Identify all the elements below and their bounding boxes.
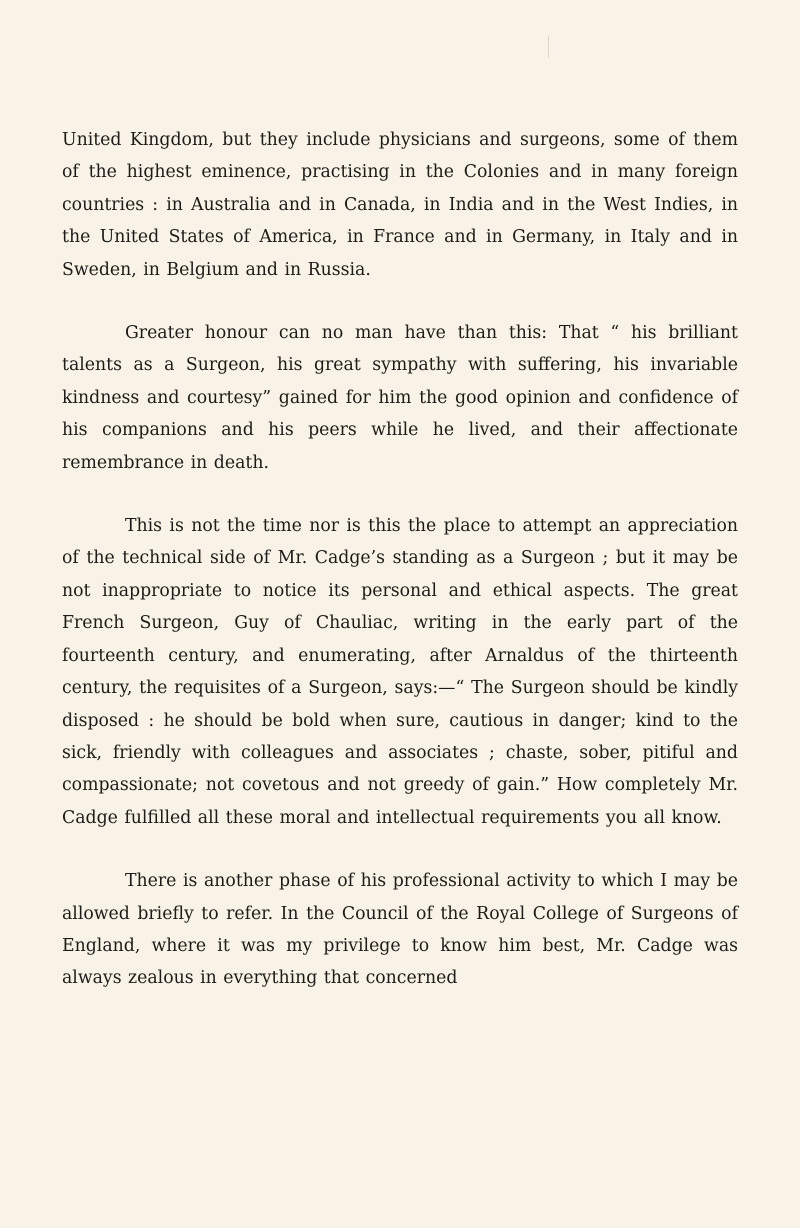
paragraph-council: There is another phase of his professional activity to which I may be allowed briefly to refer. In the Council of the Royal College of Surgeons of England, where it was my privilege to know him best, Mr. Cadge was always zealous in everything that concerned: [62, 871, 738, 989]
paragraph-colonies: United Kingdom, but they include physicians and surgeons, some of them of the highest eminence, practising in the Colonies and in many foreign countries : in Australia and in Canada, in India and in the West Indies, in the United States of America, in France and in Germany, in Italy and in Sweden, in Belgium and in Russia.: [62, 130, 738, 280]
paragraph-greater-honour: Greater honour can no man have than this: That “ his brilliant talents as a Surgeon, his great sympathy with suffering, his invariable kindness and courtesy” gained for him the good opinion and confidence of his companions and his peers while he lived, and their affectionate remembrance in death.: [62, 323, 738, 473]
paragraph-surgeon-requisites: This is not the time nor is this the place to attempt an appreciation of the technical side of Mr. Cadge’s standing as a Surgeon ; but it may be not inappropriate to notice its personal and ethical aspects. The great French Surgeon, Guy of Chauliac, writing in the early part of the fourteenth century, and enumerating, after Arnaldus of the thirteenth century, the requisites of a Surgeon, says:—“ The Surgeon should be kindly disposed : he should be bold when sure, cautious in danger; kind to the sick, friendly with colleagues and associates ; chaste, sober, pitiful and compassionate; not covetous and not greedy of gain.” How completely Mr. Cadge fulfilled all these moral and intellectual requirements you all know.: [62, 516, 738, 828]
paper-speck: [548, 36, 549, 58]
